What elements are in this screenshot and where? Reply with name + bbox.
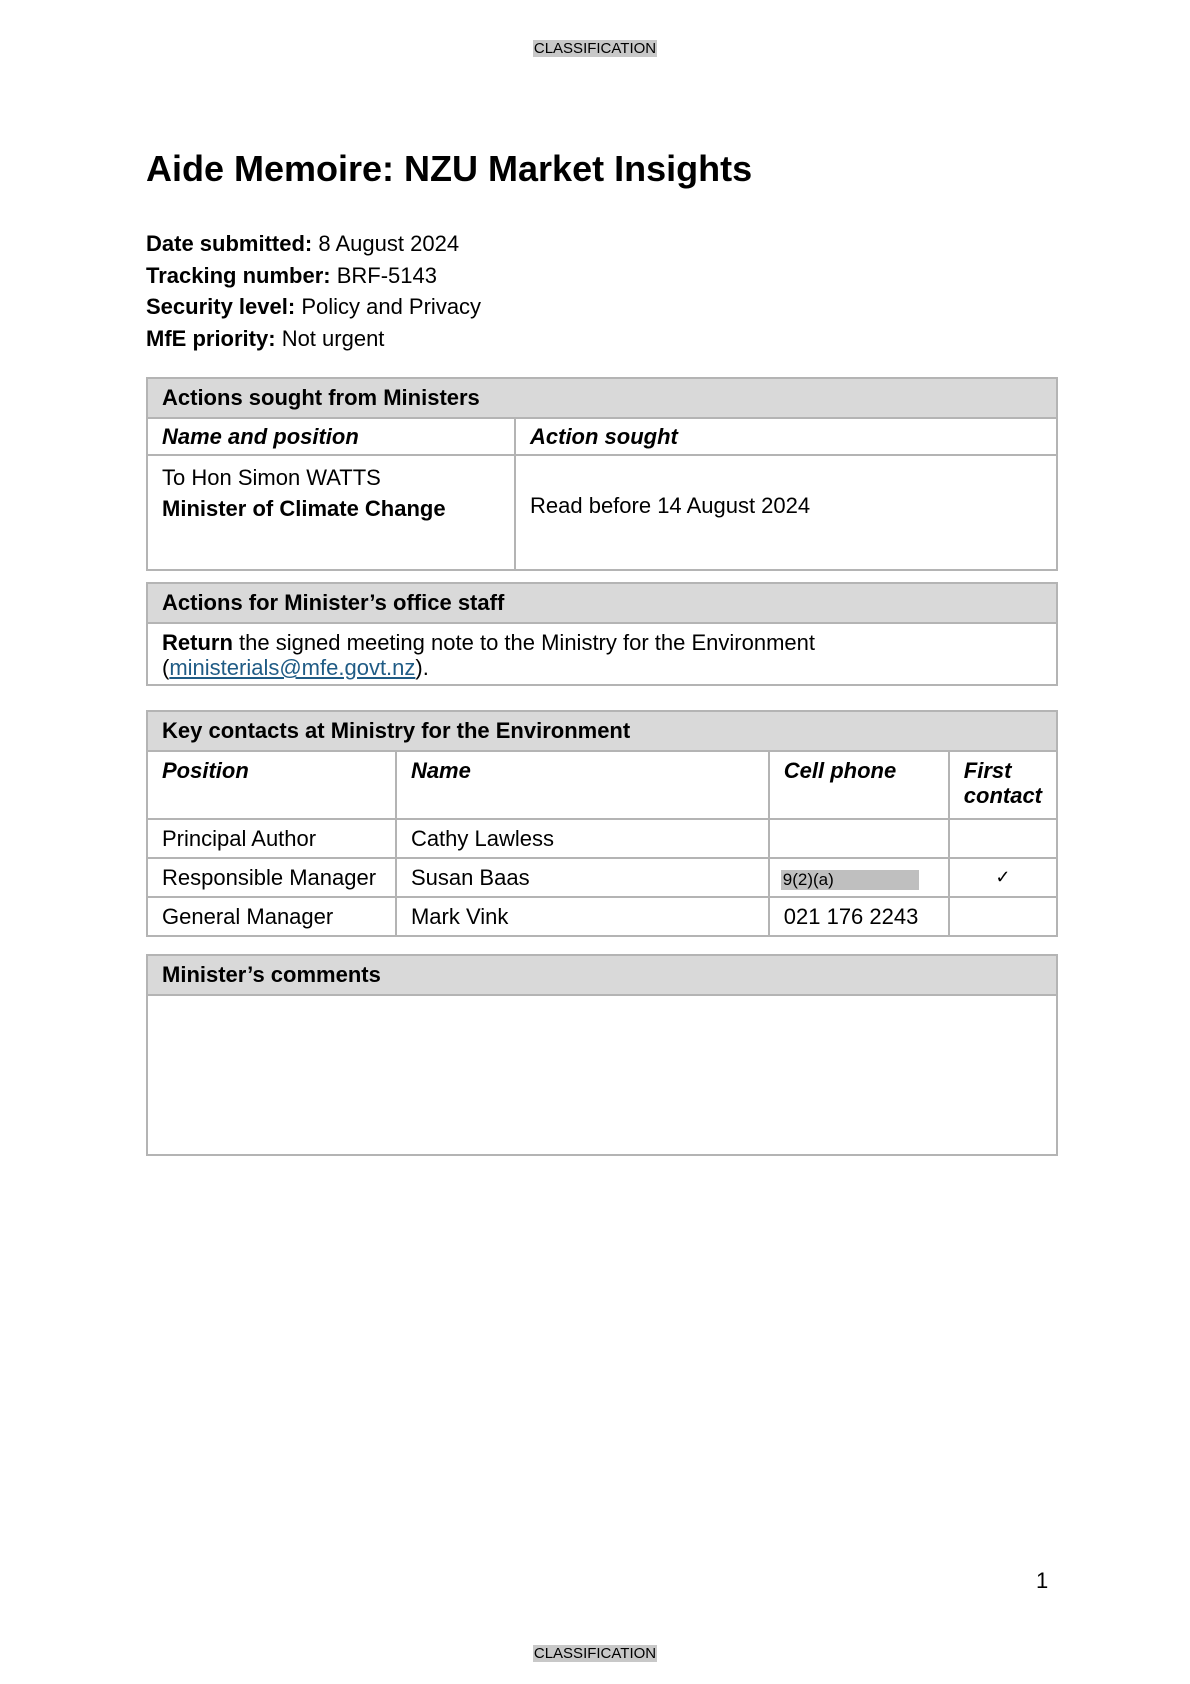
key-contacts-heading: Key contacts at Ministry for the Environment	[147, 711, 1057, 751]
contact-position: Principal Author	[147, 819, 396, 858]
action-sought-value: Read before 14 August 2024	[515, 455, 1057, 570]
column-header-cell-phone: Cell phone	[769, 751, 949, 819]
minister-comments-box[interactable]	[147, 995, 1057, 1155]
first-contact-mark	[949, 897, 1057, 936]
contact-name: Cathy Lawless	[396, 819, 769, 858]
contact-phone-cell	[769, 858, 949, 897]
recipient-cell	[147, 455, 515, 570]
redaction-label: 9(2)(a)	[781, 870, 919, 890]
office-staff-instruction	[147, 623, 1057, 685]
minister-comments-heading: Minister’s comments	[147, 955, 1057, 995]
contact-position: General Manager	[147, 897, 396, 936]
meta-label: Date submitted:	[146, 231, 313, 256]
column-header-name-position: Name and position	[147, 418, 515, 455]
column-header-first-contact: First contact	[949, 751, 1057, 819]
classification-footer	[0, 1645, 1190, 1662]
office-staff-heading: Actions for Minister’s office staff	[147, 583, 1057, 623]
document-title: Aide Memoire: NZU Market Insights	[146, 148, 753, 189]
first-contact-check-icon: ✓	[949, 858, 1057, 897]
meta-mfe-priority	[146, 323, 481, 355]
minister-comments-table	[146, 954, 1058, 1156]
recipient-position: Minister of Climate Change	[162, 496, 446, 521]
key-contacts-table	[146, 710, 1058, 937]
meta-security-level	[146, 291, 481, 323]
contact-position: Responsible Manager	[147, 858, 396, 897]
instruction-bold-word: Return	[162, 630, 233, 655]
actions-sought-heading: Actions sought from Ministers	[147, 378, 1057, 418]
meta-value: 8 August 2024	[318, 231, 460, 256]
page-number: 1	[1036, 1568, 1049, 1593]
table-row	[147, 897, 1057, 936]
meta-value: Not urgent	[281, 325, 385, 351]
table-row	[147, 858, 1057, 897]
meta-label: MfE priority:	[146, 325, 276, 351]
close-paren: ).	[415, 655, 429, 680]
contact-name: Susan Baas	[396, 858, 769, 897]
meta-date-submitted	[146, 228, 481, 260]
meta-label: Tracking number:	[146, 262, 331, 288]
column-header-action-sought: Action sought	[515, 418, 1057, 455]
contact-phone: 021 176 2243	[769, 897, 949, 936]
meta-value: BRF-5143	[336, 262, 437, 288]
meta-value: Policy and Privacy	[301, 294, 482, 319]
open-paren: (	[162, 655, 170, 680]
email-link[interactable]: ministerials@mfe.govt.nz	[169, 655, 416, 680]
meta-label: Security level:	[146, 294, 296, 319]
actions-sought-table	[146, 377, 1058, 571]
contact-phone	[769, 819, 949, 858]
table-row	[147, 819, 1057, 858]
contact-name: Mark Vink	[396, 897, 769, 936]
document-metadata	[146, 228, 481, 354]
column-header-position: Position	[147, 751, 396, 819]
meta-tracking-number	[146, 260, 481, 292]
classification-label: CLASSIFICATION	[533, 40, 657, 57]
recipient-name: To Hon Simon WATTS	[162, 465, 381, 490]
classification-label: CLASSIFICATION	[533, 1645, 657, 1662]
instruction-text: the signed meeting note to the Ministry for the Environment	[232, 630, 815, 655]
office-staff-actions-table	[146, 582, 1058, 686]
classification-header	[0, 40, 1190, 57]
column-header-name: Name	[396, 751, 769, 819]
first-contact-mark	[949, 819, 1057, 858]
